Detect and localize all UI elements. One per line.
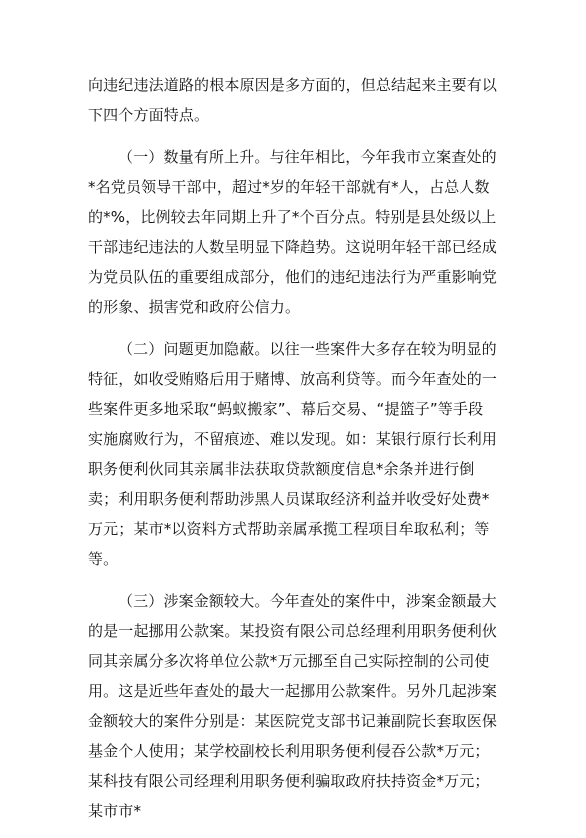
document-body (88, 70, 498, 838)
paragraph-section-2: （二）问题更加隐蔽。以往一些案件大多存在较为明显的特征，如收受贿赂后用于赌博、放高利贷等。而今年查处的一些案件更多地采取“蚂蚁搬家”、幕后交易、“提篮子”等手段实施腐败行为，不留痕迹、难以发现。如：某银行原行长利用职务便利伙同其亲属非法获取贷款额度信息*余条并进行倒卖；利用职务便利帮助涉黑人员谋取经济利益并收受好处费*万元；某市*以资料方式帮助亲属承揽工程项目牟取私利；等等。 (88, 340, 498, 568)
paragraph-section-1: （一）数量有所上升。与往年相比，今年我市立案查处的*名党员领导干部中，超过*岁的年轻干部就有*人，占总人数的*%，比例较去年同期上升了*个百分点。特别是县处级以上干部违纪违法的人数呈明显下降趋势。这说明年轻干部已经成为党员队伍的重要组成部分，他们的违纪违法行为严重影响党的形象、损害党和政府公信力。 (88, 148, 498, 316)
paragraph-intro: 向违纪违法道路的根本原因是多方面的，但总结起来主要有以下四个方面特点。 (88, 76, 498, 124)
paragraph-section-3: （三）涉案金额较大。今年查处的案件中，涉案金额最大的是一起挪用公款案。某投资有限公司总经理利用职务便利伙同其亲属分多次将单位公款*万元挪至自己实际控制的公司使用。这是近些年查处的最大一起挪用公款案件。另外几起涉案金额较大的案件分别是：某医院党支部书记兼副院长套取医保基金个人使用；某学校副校长利用职务便利侵吞公款*万元；某科技有限公司经理利用职务便利骗取政府扶持资金*万元；某市市* (88, 592, 498, 820)
